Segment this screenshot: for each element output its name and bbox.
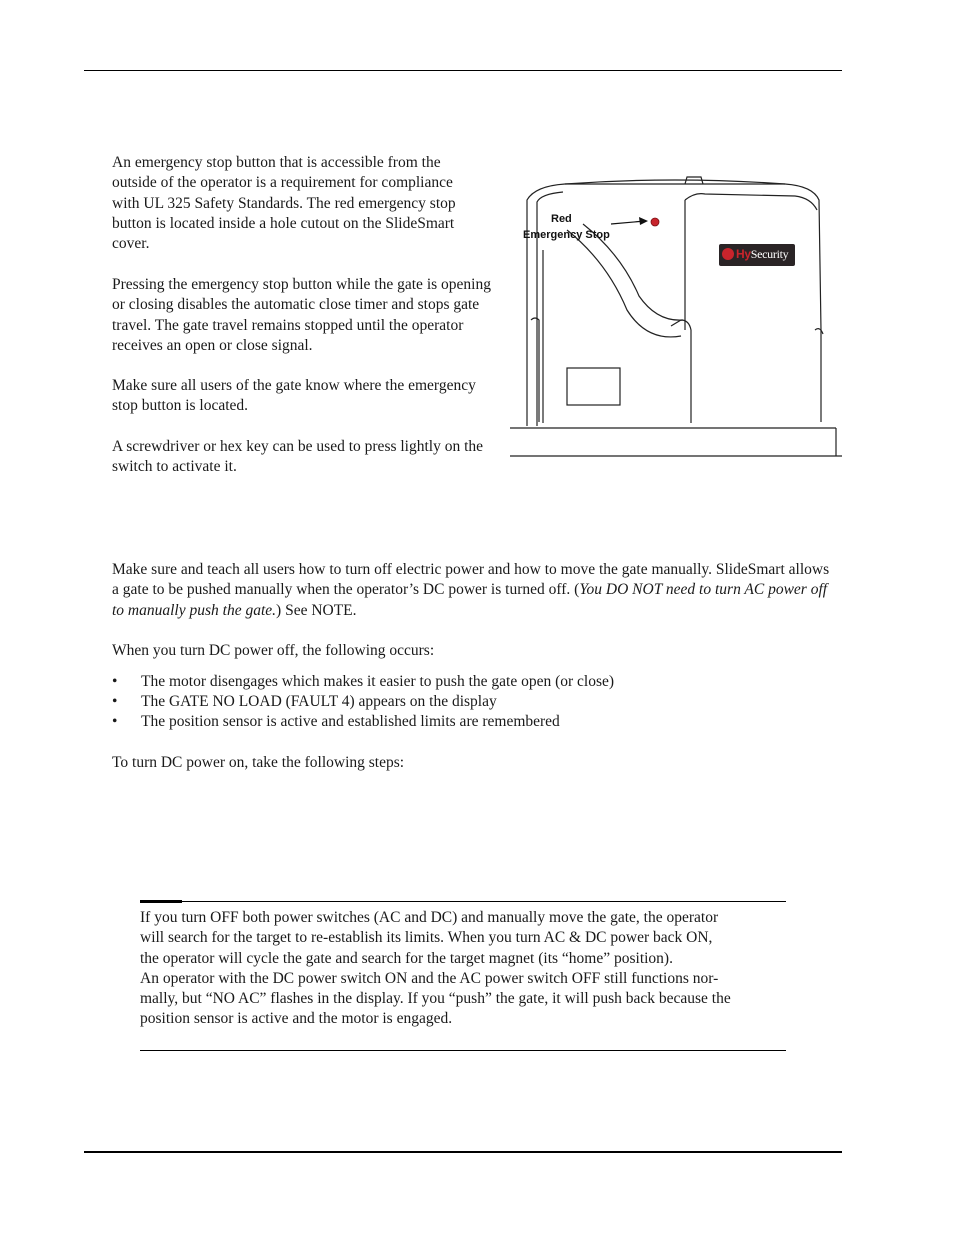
note-box bbox=[140, 902, 786, 1030]
dc-off-bullet-list bbox=[112, 672, 832, 732]
manual-push-text-end: ) See NOTE. bbox=[276, 601, 357, 619]
emergency-stop-button-icon bbox=[651, 218, 659, 226]
list-item bbox=[112, 712, 832, 732]
list-item bbox=[112, 672, 832, 692]
intro-paragraph-3: Make sure all users of the gate know where the emergency stop button is located. bbox=[112, 377, 476, 415]
operator-figure bbox=[505, 170, 845, 460]
figure-label-red: Red bbox=[551, 213, 572, 225]
note-line-3: the operator will cycle the gate and search for the target magnet (its “home” position). bbox=[140, 949, 673, 967]
dc-on-intro: To turn DC power on, take the following steps: bbox=[112, 754, 405, 771]
note-line-5: mally, but “NO AC” flashes in the display. If you “push” the gate, it will push back because the bbox=[140, 990, 731, 1008]
dc-off-intro: When you turn DC power off, the following occurs: bbox=[112, 642, 435, 659]
brand-hy: Hy bbox=[736, 247, 751, 261]
bullet-icon: • bbox=[112, 693, 118, 710]
note-line-6: position sensor is active and the motor is engaged. bbox=[140, 1010, 453, 1028]
intro-paragraph-2: Pressing the emergency stop button while the gate is opening or closing disables the automatic close timer and stops gate travel. The gate travel remains stopped until the operator receives an open or close signal. bbox=[112, 276, 491, 354]
list-item-text: The position sensor is active and established limits are remembered bbox=[141, 713, 560, 730]
manual-push-italic: You DO NOT need to turn AC power off to manually push the gate. bbox=[112, 581, 828, 619]
manual-push-paragraph bbox=[112, 560, 836, 621]
bullet-icon: • bbox=[112, 673, 118, 690]
bullet-icon: • bbox=[112, 713, 118, 730]
note-line-1: If you turn OFF both power switches (AC and DC) and manually move the gate, the operator bbox=[140, 909, 719, 926]
note-line-2: will search for the target to re-establish its limits. When you turn AC & DC power back ON, bbox=[140, 929, 713, 947]
note-line-4: An operator with the DC power switch ON and the AC power switch OFF still functions nor- bbox=[140, 969, 719, 987]
footer-rule bbox=[84, 1151, 842, 1153]
intro-paragraph-4: A screwdriver or hex key can be used to press lightly on the switch to activate it. bbox=[112, 438, 484, 476]
hysecurity-logo-icon bbox=[722, 248, 734, 260]
manual-push-text: Make sure and teach all users how to turn off electric power and how to move the gate manually. SlideSmart allows a gate to be pushed manually when the operator’s DC power is turned off. ( bbox=[112, 561, 830, 599]
list-item-text: The motor disengages which makes it easier to push the gate open (or close) bbox=[141, 673, 615, 690]
hysecurity-logo bbox=[719, 244, 795, 266]
list-item bbox=[112, 692, 832, 712]
brand-security: Security bbox=[750, 247, 789, 261]
header-rule bbox=[84, 70, 842, 71]
list-item-text: The GATE NO LOAD (FAULT 4) appears on the display bbox=[141, 693, 497, 710]
note-bottom-rule bbox=[140, 1050, 786, 1051]
intro-paragraph-1: An emergency stop button that is accessible from the outside of the operator is a requirement for compliance with UL 325 Safety Standards. The red emergency stop button is located inside a hole cutout on the SlideSmart cover. bbox=[112, 154, 456, 253]
figure-label-emergency-stop: Emergency Stop bbox=[523, 229, 610, 241]
